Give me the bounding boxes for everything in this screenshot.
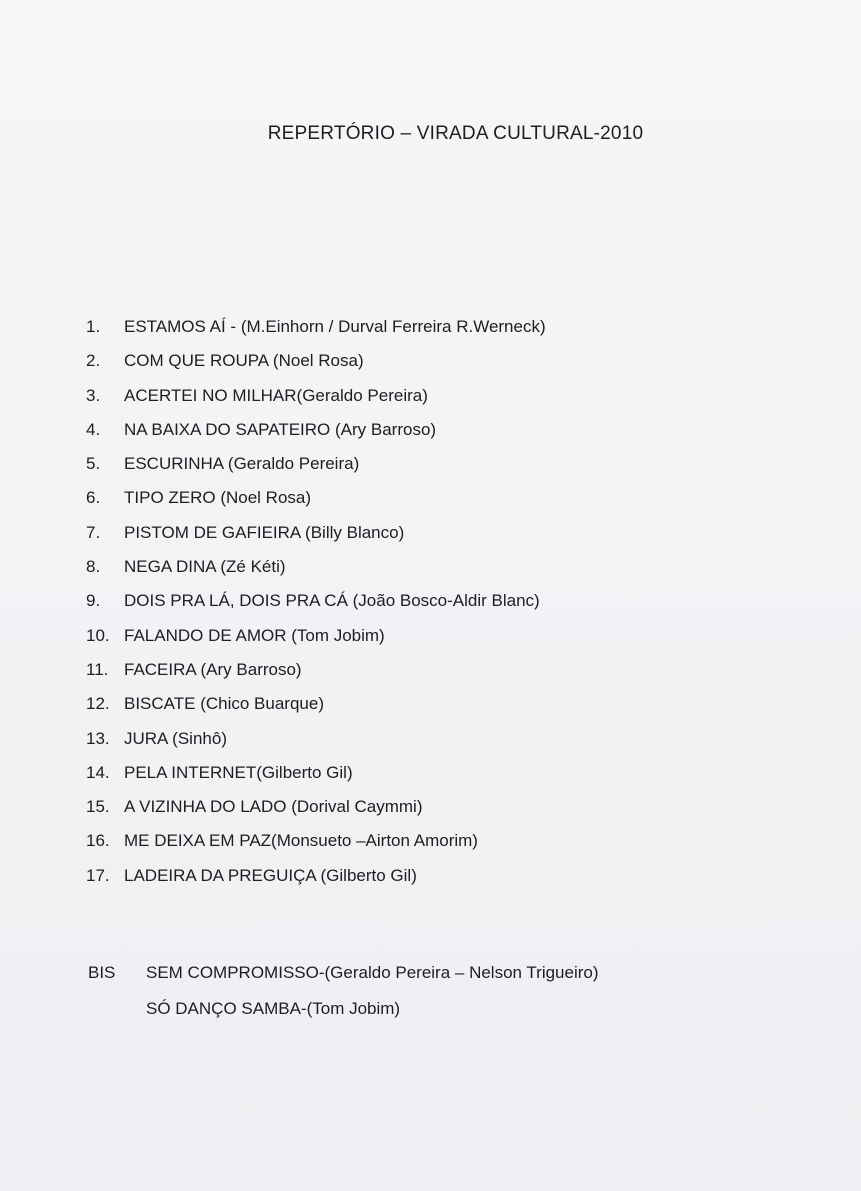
item-text: LADEIRA DA PREGUIÇA (Gilberto Gil)	[124, 865, 417, 885]
list-item	[86, 726, 546, 760]
item-number: 17.	[86, 865, 110, 885]
item-number: 10.	[86, 625, 110, 645]
item-text: A VIZINHA DO LADO (Dorival Caymmi)	[124, 797, 423, 817]
item-number: 8.	[86, 557, 101, 577]
encore-item: SÓ DANÇO SAMBA-(Tom Jobim)	[146, 999, 401, 1018]
item-text: ESCURINHA (Geraldo Pereira)	[124, 454, 360, 474]
list-item	[86, 348, 546, 382]
item-text: DOIS PRA LÁ, DOIS PRA CÁ (João Bosco-Aldir Blanc)	[124, 591, 540, 611]
item-number: 15.	[86, 797, 110, 817]
list-item	[86, 451, 546, 485]
item-text: ME DEIXA EM PAZ(Monsueto –Airton Amorim)	[124, 831, 478, 851]
item-number: 12.	[86, 694, 110, 714]
item-text: ESTAMOS AÍ - (M.Einhorn / Durval Ferreira R.Werneck)	[124, 317, 546, 336]
item-number: 1.	[86, 317, 101, 336]
list-item	[86, 485, 546, 519]
list-item	[86, 417, 546, 451]
list-item	[86, 314, 546, 348]
list-item	[86, 623, 546, 657]
list-item	[86, 760, 546, 794]
list-item	[86, 691, 546, 725]
list-item	[86, 554, 546, 588]
song-list	[86, 314, 546, 897]
item-number: 9.	[86, 591, 101, 611]
encore-label: BIS	[88, 963, 116, 982]
page-title: REPERTÓRIO – VIRADA CULTURAL-2010	[267, 123, 644, 144]
list-item	[86, 383, 546, 417]
list-item	[86, 828, 546, 862]
item-text: NA BAIXA DO SAPATEIRO (Ary Barroso)	[124, 419, 437, 439]
list-item	[86, 588, 546, 622]
item-text: ACERTEI NO MILHAR(Geraldo Pereira)	[124, 385, 428, 405]
item-text: PISTOM DE GAFIEIRA (Billy Blanco)	[124, 522, 405, 542]
item-number: 7.	[86, 522, 101, 542]
item-number: 2.	[86, 351, 101, 371]
encore-item: SEM COMPROMISSO-(Geraldo Pereira – Nelson Trigueiro)	[146, 963, 599, 982]
item-number: 5.	[86, 454, 101, 474]
item-number: 4.	[86, 419, 101, 439]
list-item	[86, 863, 546, 897]
item-number: 13.	[86, 728, 110, 748]
item-text: JURA (Sinhô)	[124, 728, 227, 748]
item-text: FALANDO DE AMOR (Tom Jobim)	[124, 625, 385, 645]
item-text: FACEIRA (Ary Barroso)	[124, 659, 302, 679]
item-number: 6.	[86, 488, 101, 508]
list-item	[86, 520, 546, 554]
item-number: 11.	[86, 659, 109, 679]
item-text: COM QUE ROUPA (Noel Rosa)	[124, 351, 364, 371]
item-text: TIPO ZERO (Noel Rosa)	[124, 488, 312, 508]
item-text: PELA INTERNET(Gilberto Gil)	[124, 762, 353, 782]
list-item	[86, 657, 546, 691]
list-item	[86, 794, 546, 828]
item-text: BISCATE (Chico Buarque)	[124, 694, 324, 714]
item-number: 16.	[86, 831, 110, 851]
item-text: NEGA DINA (Zé Kéti)	[124, 557, 286, 577]
item-number: 14.	[86, 762, 110, 782]
item-number: 3.	[86, 385, 101, 405]
